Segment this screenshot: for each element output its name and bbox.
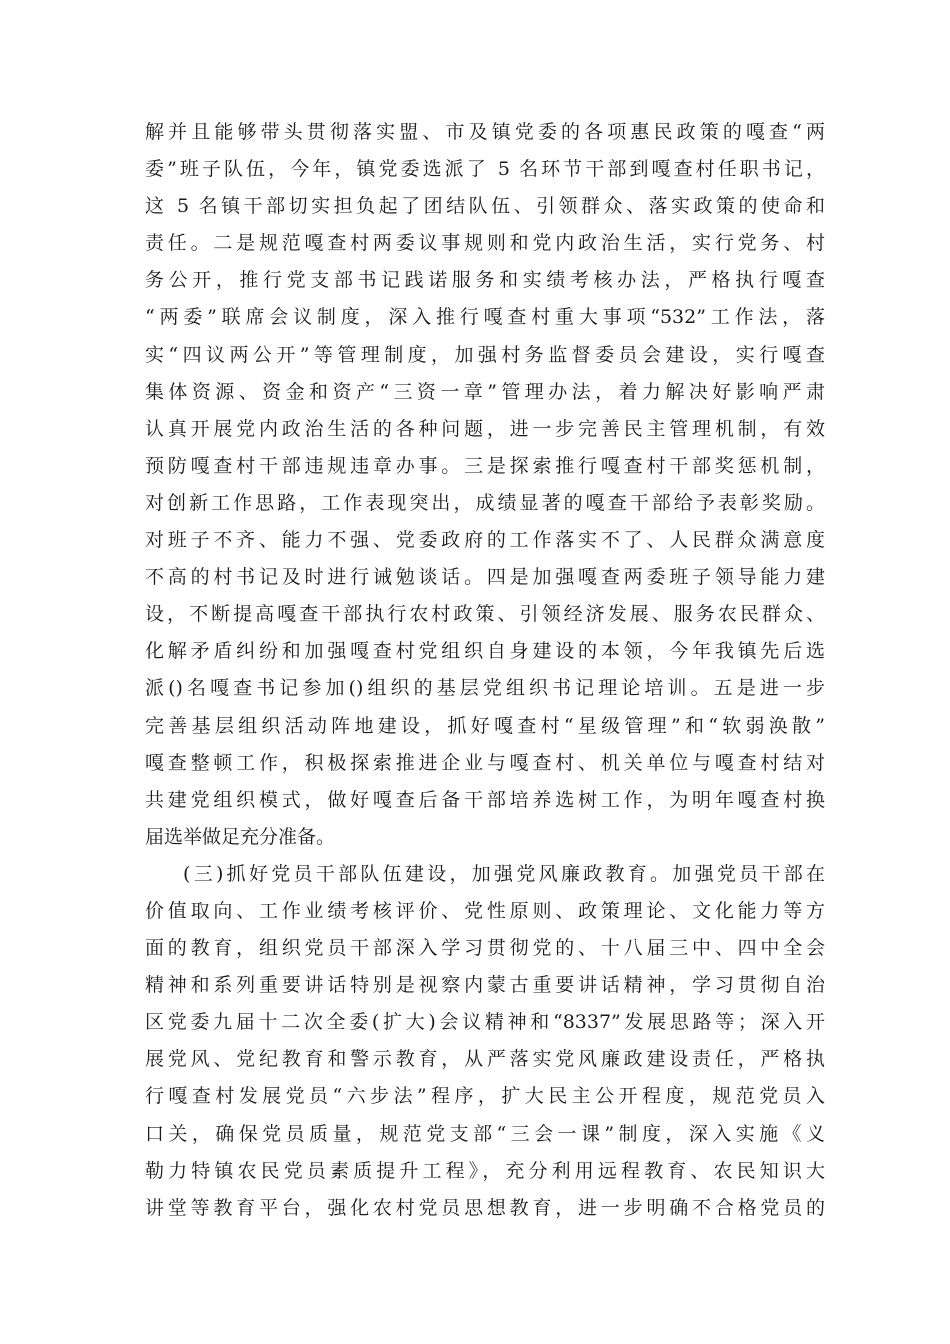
- text-line-29: 勒力特镇农民党员素质提升工程》，充分利用远程教育、农民知识大: [145, 1159, 825, 1182]
- text-line-13: 不高的村书记及时进行诫勉谈话。四是加强嘎查两委班子领导能力建: [145, 566, 825, 589]
- text-line-14: 设，不断提高嘎查干部执行农村政策、引领经济发展、服务农民群众、: [145, 603, 825, 626]
- text-line-7: 实“四议两公开”等管理制度，加强村务监督委员会建设，实行嘎查: [145, 343, 825, 366]
- text-line-6: “两委”联席会议制度，深入推行嘎查村重大事项“532”工作法，落: [145, 306, 825, 329]
- text-line-3: 这 5 名镇干部切实担负起了团结队伍、引领群众、落实政策的使命和: [145, 195, 825, 218]
- text-line-25: 区党委九届十二次全委(扩大)会议精神和“8337”发展思路等；深入开: [145, 1011, 825, 1034]
- text-line-20: 届选举做足充分准备。: [145, 825, 336, 848]
- text-line-28: 口关，确保党员质量，规范党支部“三会一课”制度，深入实施《义: [145, 1122, 825, 1145]
- text-line-21-section-heading: (三)抓好党员干部队伍建设，加强党风廉政教育。加强党员干部在: [183, 862, 825, 885]
- text-line-9: 认真开展党内政治生活的各种问题，进一步完善民主管理机制，有效: [145, 417, 825, 440]
- text-line-16: 派()名嘎查书记参加()组织的基层党组织书记理论培训。五是进一步: [145, 677, 825, 700]
- text-line-12: 对班子不齐、能力不强、党委政府的工作落实不了、人民群众满意度: [145, 529, 825, 552]
- text-line-4: 责任。二是规范嘎查村两委议事规则和党内政治生活，实行党务、村: [145, 232, 825, 255]
- text-line-18: 嘎查整顿工作，积极探索推进企业与嘎查村、机关单位与嘎查村结对: [145, 751, 825, 774]
- text-line-2: 委”班子队伍，今年，镇党委选派了 5 名环节干部到嘎查村任职书记，: [145, 158, 825, 181]
- text-line-5: 务公开，推行党支部书记践诺服务和实绩考核办法，严格执行嘎查: [145, 269, 825, 292]
- text-line-26: 展党风、党纪教育和警示教育，从严落实党风廉政建设责任，严格执: [145, 1048, 825, 1071]
- text-line-27: 行嘎查村发展党员“六步法”程序，扩大民主公开程度，规范党员入: [145, 1085, 825, 1108]
- text-line-24: 精神和系列重要讲话特别是视察内蒙古重要讲话精神，学习贯彻自治: [145, 974, 825, 997]
- text-line-10: 预防嘎查村干部违规违章办事。三是探索推行嘎查村干部奖惩机制，: [145, 454, 825, 477]
- text-line-8: 集体资源、资金和资产“三资一章”管理办法，着力解决好影响严肃: [145, 380, 825, 403]
- text-line-11: 对创新工作思路，工作表现突出，成绩显著的嘎查干部给予表彰奖励。: [145, 491, 825, 514]
- text-line-17: 完善基层组织活动阵地建设，抓好嘎查村“星级管理”和“软弱涣散”: [145, 714, 825, 737]
- document-body: [145, 114, 825, 1227]
- text-line-15: 化解矛盾纠纷和加强嘎查村党组织自身建设的本领，今年我镇先后选: [145, 640, 825, 663]
- text-line-19: 共建党组织模式，做好嘎查后备干部培养选树工作，为明年嘎查村换: [145, 788, 825, 811]
- text-line-1: 解并且能够带头贯彻落实盟、市及镇党委的各项惠民政策的嘎查“两: [145, 121, 825, 143]
- text-line-22: 价值取向、工作业绩考核评价、党性原则、政策理论、文化能力等方: [145, 899, 825, 922]
- text-line-23: 面的教育，组织党员干部深入学习贯彻党的、十八届三中、四中全会: [145, 937, 825, 960]
- text-line-30: 讲堂等教育平台，强化农村党员思想教育，进一步明确不合格党员的: [145, 1196, 825, 1219]
